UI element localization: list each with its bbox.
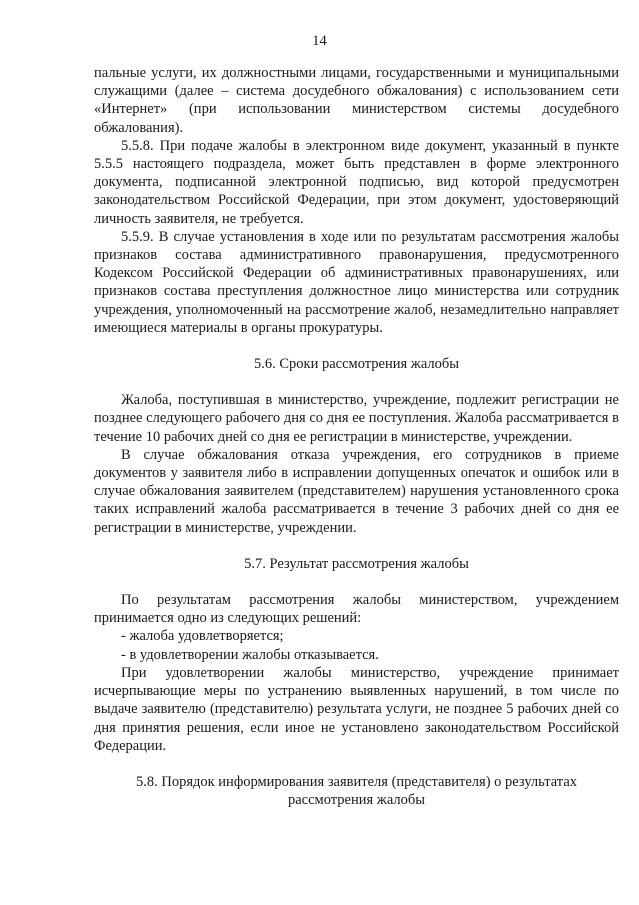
- list-item-refused: - в удовлетворении жалобы отказывается.: [121, 646, 379, 663]
- list-item-satisfied: - жалоба удовлетворяется;: [121, 628, 284, 645]
- paragraph-5-6-refusal: В случае обжалования отказа учреждения, его сотрудников в приеме документов у заявителя либо в исправлении допущенных опечаток и ошибок или в случае обжалования заявителем (представителем) нарушения установленного срока таких исправлений жалоба рассматривается в течение 3 рабочих дней со дня ее регистрации в министерстве, учреждении.: [94, 446, 619, 536]
- paragraph-5-7-intro: По результатам рассмотрения жалобы министерством, учреждением принимается одно из следующих решений:: [94, 592, 619, 627]
- section-heading-5-8-line-1: 5.8. Порядок информирования заявителя (представителя) о результатах: [135, 773, 578, 790]
- paragraph-5-5-9: 5.5.9. В случае установления в ходе или по результатам рассмотрения жалобы признаков состава административного правонарушения, предусмотренного Кодексом Российской Федерации об административных правонарушениях, или признаков состава преступления должностное лицо министерства или сотрудник учреждения, уполномоченный на рассмотрение жалоб, незамедлительно направляет имеющиеся материалы в органы прокуратуры.: [94, 228, 619, 336]
- document-body: [94, 64, 619, 809]
- section-heading-5-8-line-2: рассмотрения жалобы: [288, 792, 425, 809]
- section-heading-5-7: 5.7. Результат рассмотрения жалобы: [244, 555, 469, 572]
- paragraph-5-7-closing: При удовлетворении жалобы министерство, учреждение принимает исчерпывающие меры по устранению выявленных нарушений, в том числе по выдаче заявителю (представителю) результата услуги, не позднее 5 рабочих дней со дня принятия решения, если иное не установлено законодательством Российской Федерации.: [94, 664, 619, 754]
- paragraph-continuation: пальные услуги, их должностными лицами, государственными и муниципальными служащими (далее – система досудебного обжалования) с использованием сети «Интернет» (при использовании министерством системы досудебного обжалования).: [94, 65, 619, 136]
- page-number: 14: [312, 33, 327, 49]
- section-heading-5-6: 5.6. Сроки рассмотрения жалобы: [254, 356, 459, 373]
- paragraph-5-5-8: 5.5.8. При подаче жалобы в электронном виде документ, указанный в пункте 5.5.5 настоящего подраздела, может быть представлен в форме электронного документа, подписанной электронной подписью, вид которой предусмотрен законодательством Российской Федерации, при этом документ, удостоверяющий личность заявителя, не требуется.: [94, 137, 619, 227]
- paragraph-5-6-registration: Жалоба, поступившая в министерство, учреждение, подлежит регистрации не позднее следующего рабочего дня со дня ее поступления. Жалоба рассматривается в течение 10 рабочих дней со дня ее регистрации в министерстве, учреждении.: [94, 392, 619, 445]
